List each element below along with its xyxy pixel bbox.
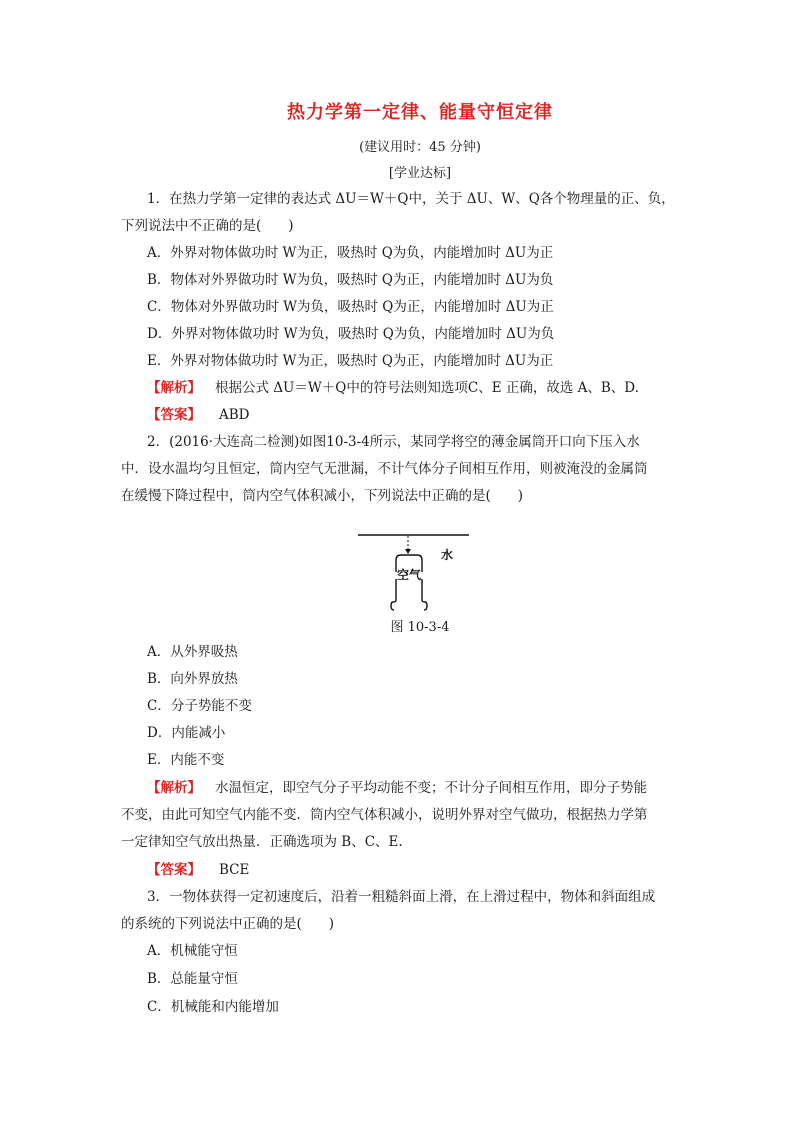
q3-stem-line2: 的系统的下列说法中正确的是( ) [121,916,335,932]
q2-option-d: D．内能减小 [147,725,226,741]
q2-analysis-line1 [147,779,647,797]
q1-answer-text: ABD [219,407,250,423]
q1-stem-line2: 下列说法中不正确的是( ) [121,218,294,234]
q2-option-e: E．内能不变 [147,752,225,768]
q3-option-a: A．机械能守恒 [147,943,238,959]
cylinder-left-wall [391,579,396,610]
q2-option-a: A．从外界吸热 [147,644,238,660]
q1-stem-line1: 1．在热力学第一定律的表达式 ΔU＝W＋Q中，关于 ΔU、W、Q各个物理量的正、负， [147,191,675,207]
q1-option-c: C．物体对外界做功时 W为负，吸热时 Q为正，内能增加时 ΔU为正 [147,299,554,315]
q2-option-c: C．分子势能不变 [147,698,252,714]
q2-analysis-text1: 水温恒定，即空气分子平均动能不变；不计分子间相互作用，即分子势能 [215,780,647,796]
section-heading: [学业达标] [388,166,452,181]
q1-option-e: E．外界对物体做功时 W为正，吸热时 Q为正，内能增加时 ΔU为正 [147,353,554,369]
q1-option-b: B．物体对外界做功时 W为负，吸热时 Q为正，内能增加时 ΔU为负 [147,272,554,288]
q1-analysis-text: 根据公式 ΔU＝W＋Q中的符号法则知选项C、E 正确，故选 A、B、D. [215,380,639,396]
q2-option-b: B．向外界放热 [147,671,238,687]
dashed-arrow-head [405,549,411,554]
time-note: (建议用时：45 分钟) [359,140,481,155]
q3-stem-line1: 3．一物体获得一定初速度后，沿着一粗糙斜面上滑，在上滑过程中，物体和斜面组成 [147,889,656,905]
q1-answer [147,406,250,424]
cylinder-right-wall [422,579,427,610]
air-label: 空气 [396,568,422,582]
q2-answer-label: 【答案】 [147,862,201,878]
q2-answer-text: BCE [219,862,250,878]
q3-option-b: B．总能量守恒 [147,971,238,987]
q2-analysis-label: 【解析】 [147,780,201,796]
q2-stem-line3: 在缓慢下降过程中，筒内空气体积减小，下列说法中正确的是( ) [121,488,524,504]
q1-analysis [147,379,639,397]
figure-caption: 图 10-3-4 [390,620,450,635]
q2-answer [147,861,249,879]
q2-analysis-line2: 不变，由此可知空气内能不变．筒内空气体积减小，说明外界对空气做功，根据热力学第 [121,807,648,823]
q2-stem-line2: 中．设水温均匀且恒定，筒内空气无泄漏，不计气体分子间相互作用，则被淹没的金属筒 [121,461,648,477]
q1-option-a: A．外界对物体做功时 W为正，吸热时 Q为负，内能增加时 ΔU为正 [147,245,554,261]
q3-option-c: C．机械能和内能增加 [147,999,279,1015]
q1-answer-label: 【答案】 [147,407,201,423]
water-label: 水 [440,548,454,562]
q2-stem-line1: 2．(2016·大连高二检测)如图10-3-4所示，某同学将空的薄金属筒开口向下压入水 [147,434,640,450]
q2-analysis-line3: 一定律知空气放出热量．正确选项为 B、C、E. [121,834,403,850]
q1-option-d: D．外界对物体做功时 W为负，吸热时 Q为负，内能增加时 ΔU为负 [147,326,555,342]
q1-analysis-label: 【解析】 [147,380,201,396]
page-title: 热力学第一定律、能量守恒定律 [287,102,553,123]
